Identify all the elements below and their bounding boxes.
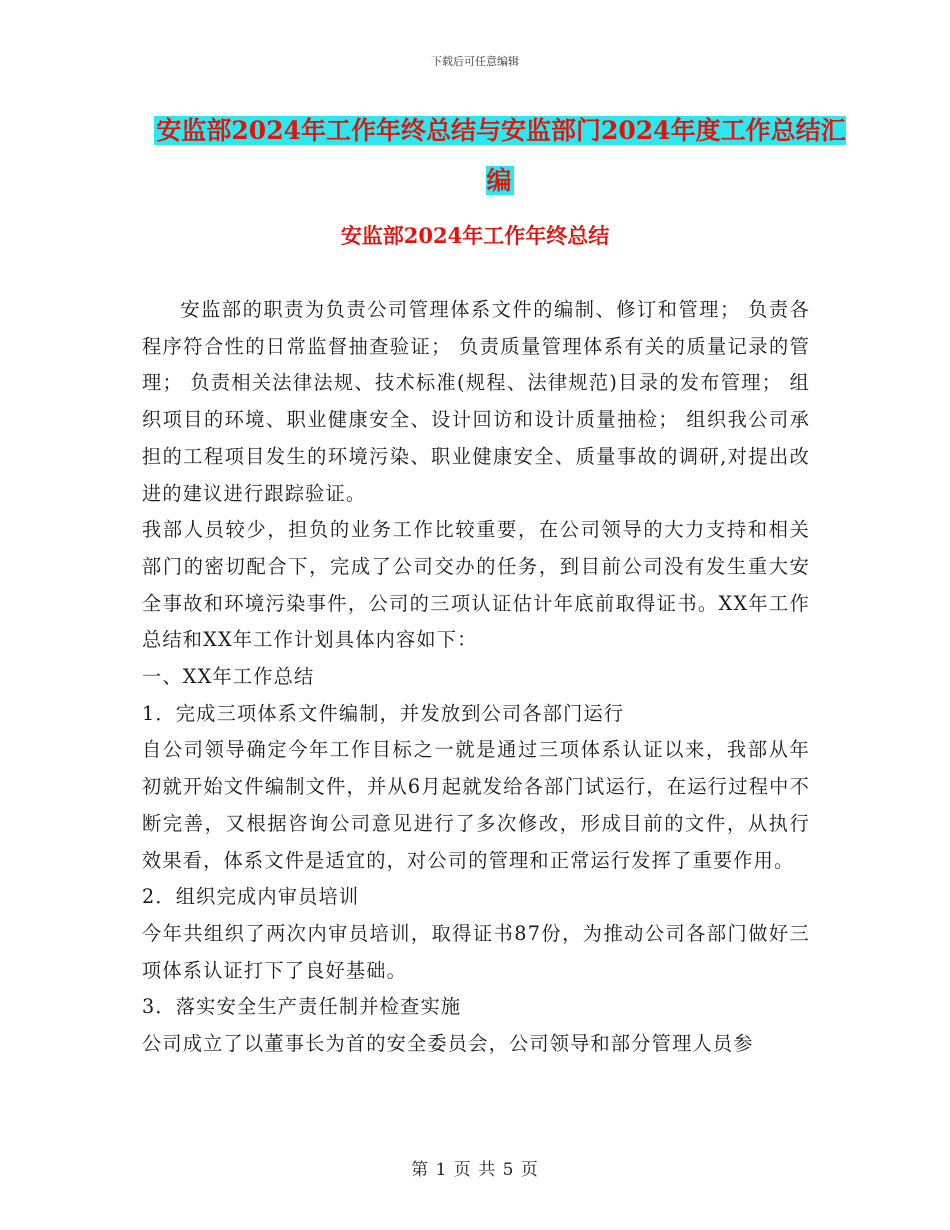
paragraph-item-3: 公司成立了以董事长为首的安全委员会，公司领导和部分管理人员参 (142, 1032, 754, 1056)
document-title-text: 安监部2024年工作年终总结与安监部门2024年度工作总结汇编 (156, 116, 846, 195)
heading-item-2: 2．组织完成内审员培训 (142, 885, 360, 909)
heading-item-3: 3．落实安全生产责任制并检查实施 (142, 995, 462, 1019)
page-number: 第 1 页 共 5 页 (411, 1160, 539, 1180)
document-title (150, 106, 850, 206)
heading-item-1: 1．完成三项体系文件编制，并发放到公司各部门运行 (142, 701, 625, 725)
heading-summary: 一、XX年工作总结 (142, 665, 315, 689)
body-text (142, 292, 810, 1063)
paragraph-overview: 我部人员较少，担负的业务工作比较重要，在公司领导的大力支持和相关部门的密切配合下，完成了公司交办的任务，到目前公司没有发生重大安全事故和环境污染事件，公司的三项认证估计年底前取得证书。XX年工作总结和XX年工作计划具体内容如下： (142, 518, 810, 652)
paragraph-item-1: 自公司领导确定今年工作目标之一就是通过三项体系认证以来，我部从年初就开始文件编制文件，并从6月起就发给各部门试运行，在运行过程中不断完善，又根据咨询公司意见进行了多次修改，形成目前的文件，从执行效果看，体系文件是适宜的，对公司的管理和正常运行发挥了重要作用。 (142, 738, 810, 872)
paragraph-duties: 安监部的职责为负责公司管理体系文件的编制、修订和管理； 负责各程序符合性的日常监督抽查验证； 负责质量管理体系有关的质量记录的管理； 负责相关法律法规、技术标准(规程、法律规范)目录的发布管理； 组织项目的环境、职业健康安全、设计回访和设计质量抽检； 组织我公司承担的工程项目发生的环境污染、职业健康安全、质量事故的调研,对提出改进的建议进行跟踪验证。 (142, 298, 810, 505)
section-title: 安监部2024年工作年终总结 (340, 223, 610, 248)
paragraph-item-2: 今年共组织了两次内审员培训，取得证书87份，为推动公司各部门做好三项体系认证打下了良好基础。 (142, 921, 810, 982)
header-note: 下载后可任意编辑 (431, 55, 519, 68)
